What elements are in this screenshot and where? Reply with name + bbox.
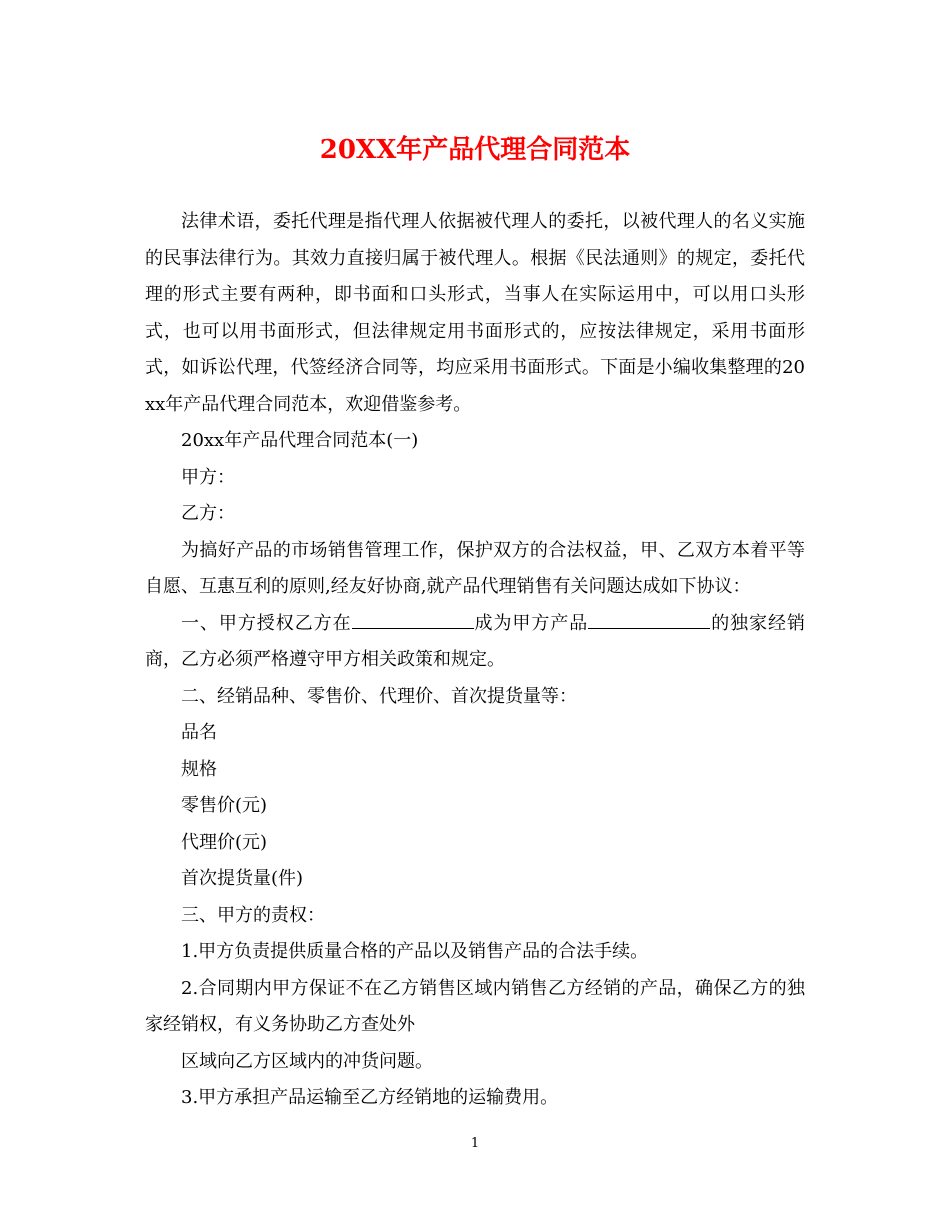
clause-3: 三、甲方的责权： bbox=[181, 904, 325, 926]
document-body bbox=[145, 204, 805, 1117]
clause-1-part-3: 的独家经销商，乙方必须严格遵守甲方相关政策和规定。 bbox=[145, 612, 806, 670]
clause-3-2: 2.合同期内甲方保证不在乙方销售区域内销售乙方经销的产品，确保乙方的独家经销权，有义务协助乙方查处外 bbox=[145, 977, 805, 1035]
contract-subtitle: 20xx年产品代理合同范本(一) bbox=[181, 430, 419, 451]
item-retail-label: 零售价(元) bbox=[181, 795, 268, 816]
clause-3-3: 3.甲方承担产品运输至乙方经销地的运输费用。 bbox=[181, 1087, 559, 1108]
preamble-paragraph: 为搞好产品的市场销售管理工作，保护双方的合法权益，甲、乙双方本着平等自愿、互惠互利的原则,经友好协商,就产品代理销售有关问题达成如下协议： bbox=[145, 539, 805, 597]
clause-1 bbox=[145, 606, 805, 679]
item-qty-label: 首次提货量(件) bbox=[181, 868, 304, 889]
item-spec-label: 规格 bbox=[181, 758, 217, 780]
product-blank bbox=[588, 610, 710, 629]
clause-3-2-continued: 区域向乙方区域内的冲货问题。 bbox=[181, 1050, 433, 1072]
region-blank bbox=[352, 610, 474, 629]
clause-1-part-2: 成为甲方产品 bbox=[473, 612, 589, 634]
party-a-line: 甲方： bbox=[181, 466, 235, 488]
clause-3-1: 1.甲方负责提供质量合格的产品以及销售产品的合法手续。 bbox=[181, 941, 649, 962]
clause-1-part-1: 一、甲方授权乙方在 bbox=[181, 612, 352, 634]
item-name-label: 品名 bbox=[181, 722, 217, 743]
page-number: 1 bbox=[470, 1136, 480, 1151]
item-agent-label: 代理价(元) bbox=[181, 831, 268, 853]
clause-2: 二、经销品种、零售价、代理价、首次提货量等： bbox=[181, 685, 577, 707]
intro-paragraph: 法律术语，委托代理是指代理人依据被代理人的委托，以被代理人的名义实施的民事法律行为。其效力直接归属于被代理人。根据《民法通则》的规定，委托代理的形式主要有两种，即书面和口头形式，当事人在实际运用中，可以用口头形式，也可以用书面形式，但法律规定用书面形式的，应按法律规定，采用书面形式，如诉讼代理，代签经济合同等，均应采用书面形式。下面是小编收集整理的20xx年产品代理合同范本，欢迎借鉴参考。 bbox=[145, 211, 805, 415]
document-title: 20XX年产品代理合同范本 bbox=[319, 135, 631, 165]
party-b-line: 乙方： bbox=[181, 503, 235, 524]
